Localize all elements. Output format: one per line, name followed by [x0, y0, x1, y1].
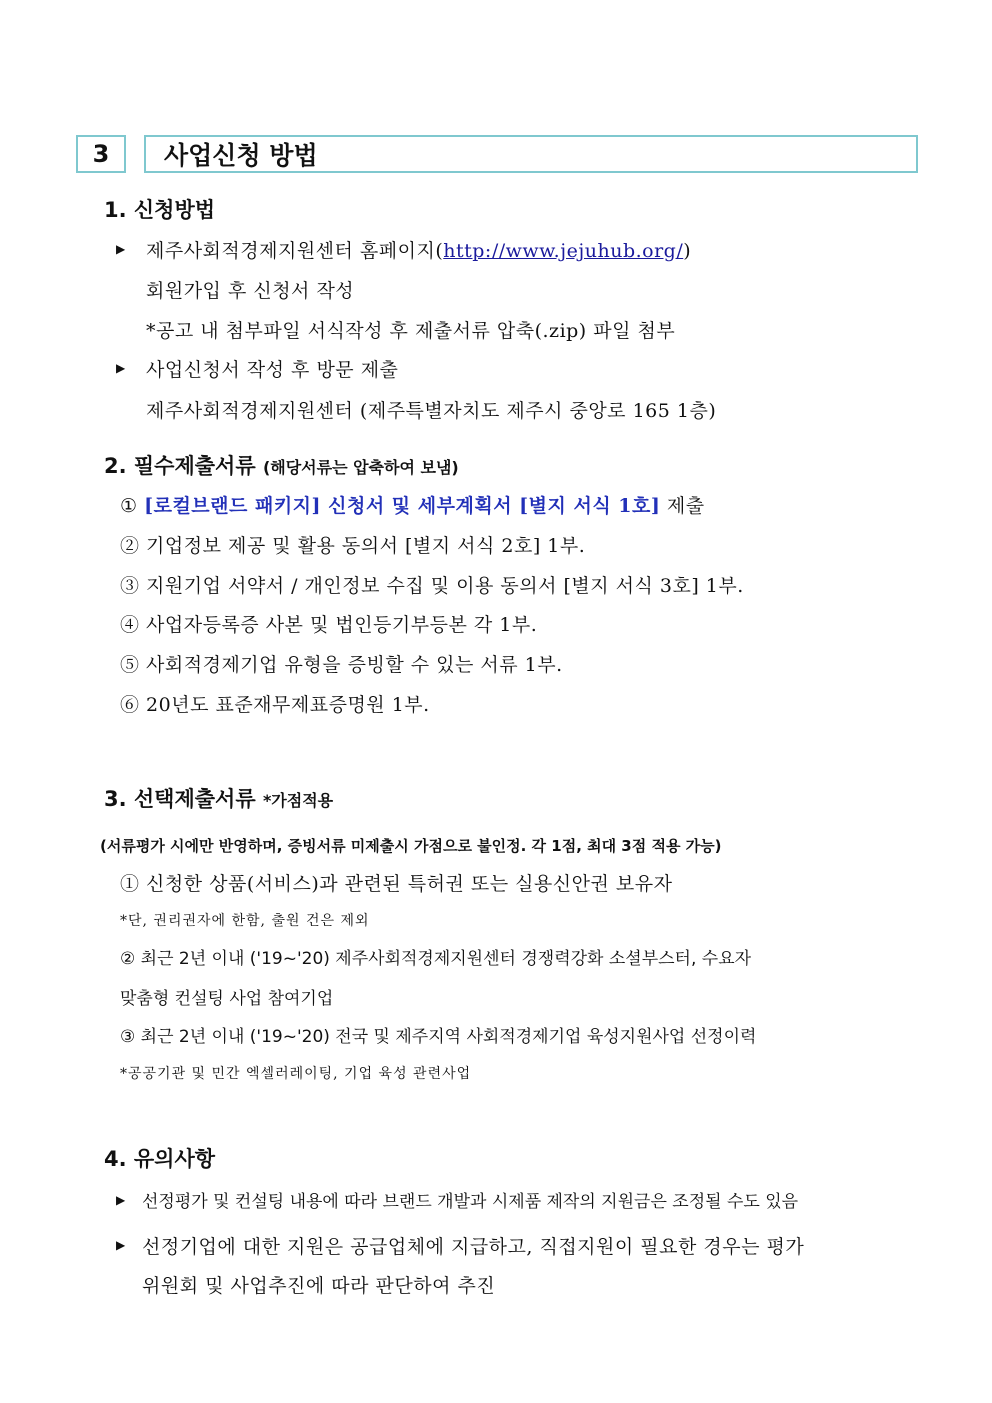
required-item-1-mark: ①: [120, 495, 138, 517]
required-item-6: ⑥ 20년도 표준재무제표증명원 1부.: [120, 694, 430, 716]
triangle-bullet-icon: ▶: [116, 1193, 126, 1207]
required-item-4: ④ 사업자등록증 사본 및 법인등기부등본 각 1부.: [120, 614, 538, 636]
required-item-1: [120, 491, 705, 518]
heading-required-sub: (해당서류는 압축하여 보냄): [262, 458, 459, 477]
heading-required-documents: [104, 450, 459, 480]
optional-item-1-note: *단, 권리권자에 한함, 출원 건은 제외: [120, 913, 370, 929]
s1-bullet1-prefix: 제주사회적경제지원센터 홈페이지(: [146, 240, 444, 262]
required-item-1-blue: [로컬브랜드 패키지] 신청서 및 세부계획서 [별지 서식 1호]: [144, 495, 661, 517]
optional-item-3: ③ 최근 2년 이내 ('19~'20) 전국 및 제주지역 사회적경제기업 육성지원사업 선정이력: [120, 1027, 757, 1047]
notes-bullet-2-line2: 위원회 및 사업추진에 따라 판단하여 추진: [142, 1275, 496, 1297]
required-item-3: ③ 지원기업 서약서 / 개인정보 수집 및 이용 동의서 [별지 서식 3호] 1부.: [120, 575, 744, 597]
required-item-2: ② 기업정보 제공 및 활용 동의서 [별지 서식 2호] 1부.: [120, 535, 586, 557]
s1-bullet1-line2: 회원가입 후 신청서 작성: [146, 280, 355, 302]
section-number-box: [76, 135, 126, 173]
optional-item-2-line1: ② 최근 2년 이내 ('19~'20) 제주사회적경제지원센터 경쟁력강화 소셜부스터, 수요자: [120, 949, 752, 969]
triangle-bullet-icon: ▶: [116, 361, 126, 375]
optional-item-1: ① 신청한 상품(서비스)과 관련된 특허권 또는 실용신안권 보유자: [120, 873, 673, 895]
section-title-box: [144, 135, 918, 173]
heading-required-title: 2. 필수제출서류: [104, 454, 256, 478]
heading-application-method: 1. 신청방법: [104, 198, 216, 222]
heading-optional-sub: *가점적용: [262, 791, 334, 810]
required-item-1-tail: 제출: [666, 495, 705, 517]
s1-bullet1-note: *공고 내 첨부파일 서식작성 후 제출서류 압축(.zip) 파일 첨부: [146, 320, 676, 342]
triangle-bullet-icon: ▶: [116, 242, 126, 256]
s1-bullet2-line1: 사업신청서 작성 후 방문 제출: [146, 359, 399, 381]
notes-bullet-1: 선정평가 및 컨설팅 내용에 따라 브랜드 개발과 시제품 제작의 지원금은 조정될 수도 있음: [142, 1192, 799, 1212]
s1-bullet2-line2: 제주사회적경제지원센터 (제주특별자치도 제주시 중앙로 165 1층): [146, 400, 717, 422]
heading-optional-documents: [104, 783, 333, 813]
optional-note: (서류평가 시에만 반영하며, 증빙서류 미제출시 가점으로 불인정. 각 1점, 최대 3점 적용 가능): [100, 837, 722, 855]
optional-item-2-line2: 맞춤형 컨설팅 사업 참여기업: [120, 989, 334, 1009]
s1-bullet1-line1: [146, 236, 691, 263]
section-number: 3: [92, 140, 110, 168]
triangle-bullet-icon: ▶: [116, 1238, 126, 1252]
optional-item-3-note: *공공기관 및 민간 엑셀러레이팅, 기업 육성 관련사업: [120, 1066, 472, 1082]
notes-bullet-2-line1: 선정기업에 대한 지원은 공급업체에 지급하고, 직접지원이 필요한 경우는 평가: [142, 1236, 805, 1258]
heading-optional-title: 3. 선택제출서류: [104, 787, 256, 811]
heading-notes: 4. 유의사항: [104, 1147, 216, 1171]
required-item-5: ⑤ 사회적경제기업 유형을 증빙할 수 있는 서류 1부.: [120, 654, 563, 676]
homepage-link[interactable]: http://www.jejuhub.org/: [443, 240, 684, 262]
s1-bullet1-suffix: ): [683, 240, 692, 262]
section-title: 사업신청 방법: [164, 141, 318, 170]
